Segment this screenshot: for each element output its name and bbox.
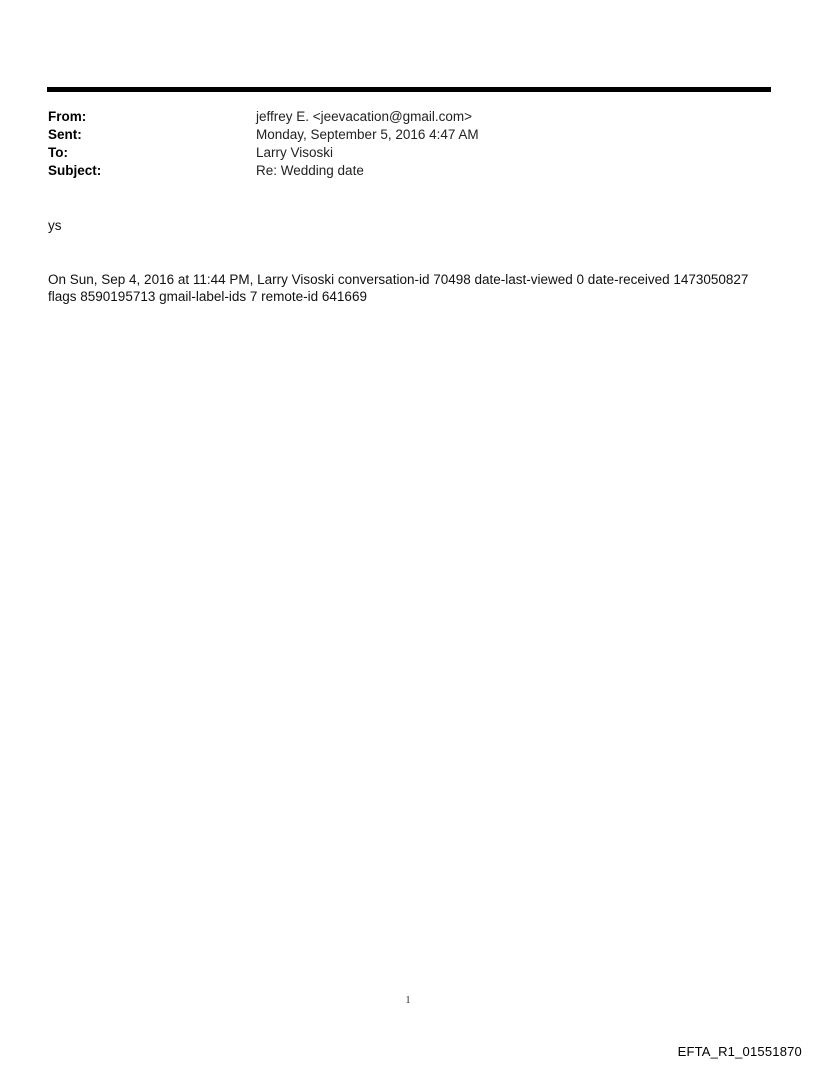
sent-value: Monday, September 5, 2016 4:47 AM xyxy=(256,127,479,142)
subject-label: Subject: xyxy=(48,163,102,178)
from-label: From: xyxy=(48,109,87,124)
sent-row xyxy=(48,126,768,144)
email-body: ys xyxy=(48,218,62,233)
document-id: EFTA_R1_01551870 xyxy=(677,1044,802,1059)
to-label: To: xyxy=(48,145,68,160)
to-row xyxy=(48,144,768,162)
subject-value: Re: Wedding date xyxy=(256,163,364,178)
quoted-message xyxy=(48,271,768,305)
page-number: 1 xyxy=(405,995,411,1006)
email-header xyxy=(48,108,768,180)
header-divider xyxy=(47,87,771,92)
from-value: jeffrey E. <jeevacation@gmail.com> xyxy=(256,109,473,124)
quoted-line-2: flags 8590195713 gmail-label-ids 7 remote-id 641669 xyxy=(48,289,367,304)
from-row xyxy=(48,108,768,126)
quoted-line-1: On Sun, Sep 4, 2016 at 11:44 PM, Larry Visoski conversation-id 70498 date-last-viewed 0 date-received 1473050827 xyxy=(48,272,749,287)
sent-label: Sent: xyxy=(48,127,82,142)
subject-row xyxy=(48,162,768,180)
to-value: Larry Visoski xyxy=(256,145,334,160)
